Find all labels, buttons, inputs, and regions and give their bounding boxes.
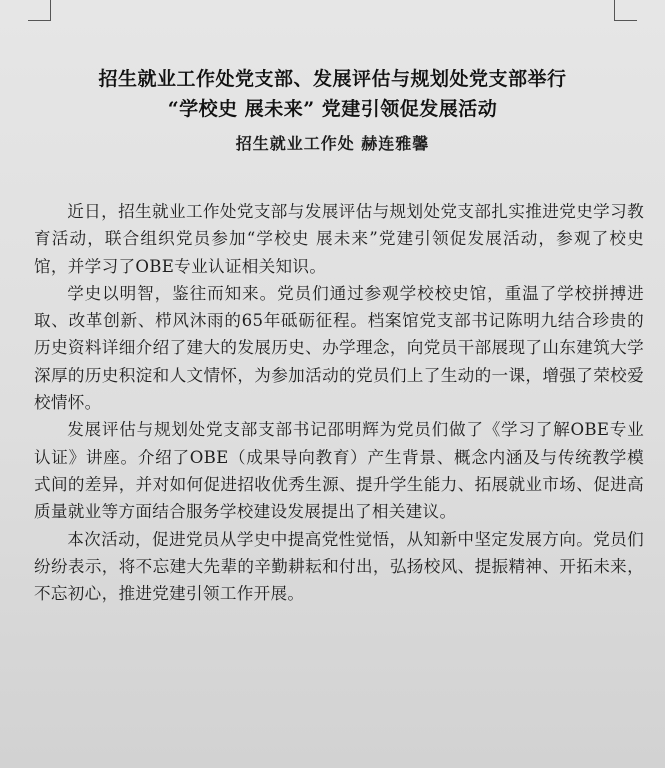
paragraph-3: 发展评估与规划处党支部支部书记邵明辉为党员们做了《学习了解OBE专业认证》讲座。介绍了OBE（成果导向教育）产生背景、概念内涵及与传统教学模式间的差异，并对如何促进招收优秀生源、提升学生能力、拓展就业市场、促进高质量就业等方面结合服务学校建设发展提出了相关建议。 xyxy=(34,420,644,522)
paragraph-4: 本次活动，促进党员从学史中提高党性觉悟，从知新中坚定发展方向。党员们纷纷表示，将不忘建大先辈的辛勤耕耘和付出，弘扬校风、提振精神、开拓未来，不忘初心，推进党建引领工作开展。 xyxy=(34,529,644,604)
crop-mark-top-left xyxy=(28,0,51,21)
article-title-line-2: “学校史 展未来” 党建引领促发展活动 xyxy=(167,98,498,120)
article-body xyxy=(34,198,644,607)
crop-mark-top-right xyxy=(614,0,637,21)
article-author: 招生就业工作处 赫连雅馨 xyxy=(235,134,430,153)
paragraph-1: 近日，招生就业工作处党支部与发展评估与规划处党支部扎实推进党史学习教育活动，联合组织党员参加“学校史 展未来”党建引领促发展活动，参观了校史馆，并学习了OBE专业认证相关知识。 xyxy=(34,202,644,276)
paragraph-2: 学史以明智，鉴往而知来。党员们通过参观学校校史馆，重温了学校拼搏进取、改革创新、栉风沐雨的65年砥砺征程。档案馆党支部书记陈明九结合珍贵的历史资料详细介绍了建大的发展历史、办学理念，向党员干部展现了山东建筑大学深厚的历史积淀和人文情怀，为参加活动的党员们上了生动的一课，增强了荣校爱校情怀。 xyxy=(34,283,644,413)
article-title-line-1: 招生就业工作处党支部、发展评估与规划处党支部举行 xyxy=(98,68,567,90)
